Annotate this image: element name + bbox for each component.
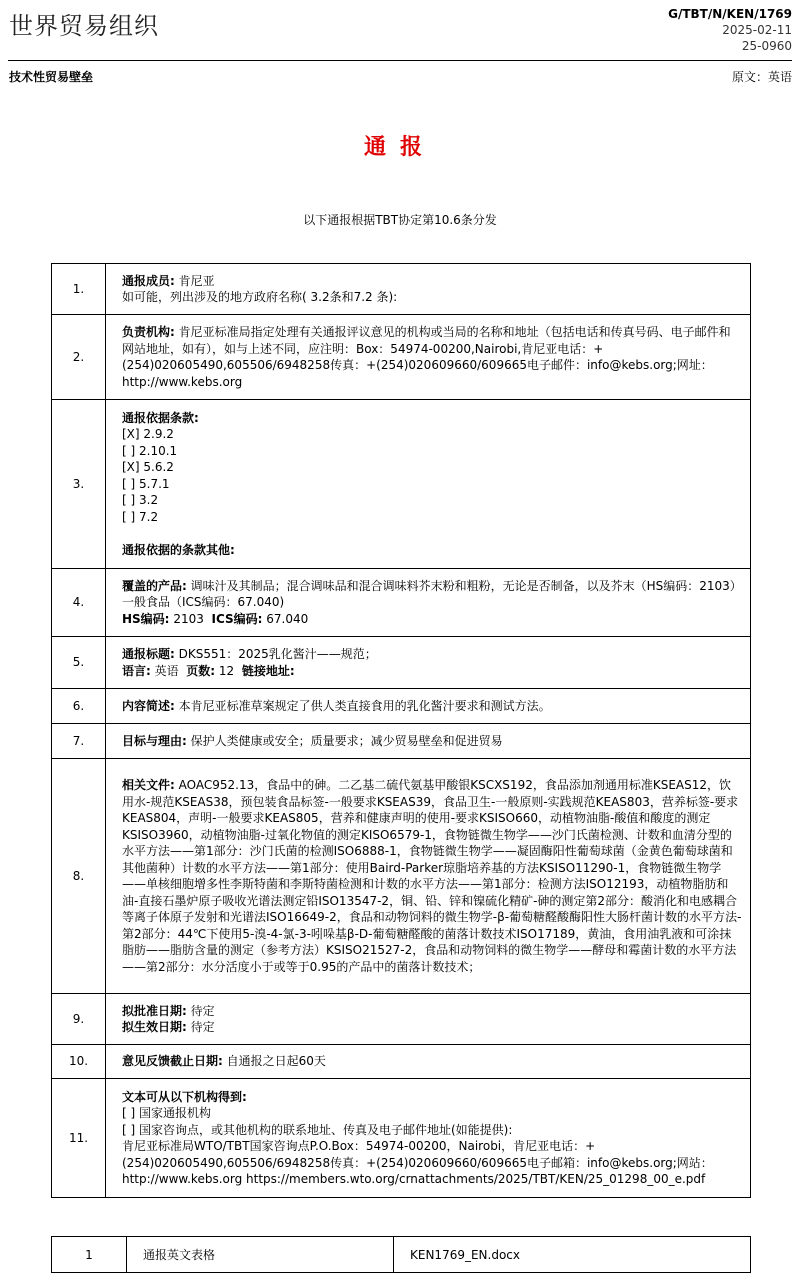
table-row bbox=[52, 637, 751, 689]
article-item: [X] 5.6.2 bbox=[122, 460, 174, 475]
approval-date-label: 拟批准日期: bbox=[122, 1003, 187, 1018]
field-value: 调味汁及其制品；混合调味品和混合调味料芥末粉和粗粉，无论是否制备，以及芥末（HS编码：2103）一般食品（ICS编码：67.040) bbox=[122, 578, 742, 610]
pages-value: 12 bbox=[215, 663, 235, 678]
document-reference bbox=[668, 6, 792, 54]
field-label: 内容简述: bbox=[122, 698, 175, 713]
field-label: 负责机构: bbox=[122, 325, 175, 339]
field-label: 意见反馈截止日期: bbox=[122, 1054, 223, 1069]
header-divider bbox=[8, 60, 792, 61]
field-value: 自通报之日起60天 bbox=[222, 1054, 326, 1069]
table-row bbox=[52, 994, 751, 1045]
table-row bbox=[52, 724, 751, 759]
approval-date-value: 待定 bbox=[186, 1003, 215, 1018]
row-content bbox=[106, 569, 751, 637]
row-content bbox=[106, 315, 751, 400]
row-number: 1. bbox=[52, 264, 106, 315]
row-number: 3. bbox=[52, 400, 106, 569]
row-content bbox=[106, 689, 751, 724]
source-option: [ ] 国家通报机构 bbox=[122, 1106, 211, 1120]
doc-date: 2025-02-11 bbox=[722, 23, 792, 37]
article-item: [ ] 5.7.1 bbox=[122, 476, 170, 491]
article-item: [ ] 3.2 bbox=[122, 493, 159, 508]
table-row bbox=[52, 315, 751, 400]
table-row bbox=[52, 1079, 751, 1198]
notification-table bbox=[51, 263, 751, 1198]
pages-label: 页数: bbox=[186, 663, 216, 678]
source-option: [ ] 国家咨询点，或其他机构的联系地址、传真及电子邮件地址(如能提供): bbox=[122, 1122, 513, 1137]
row-number: 4. bbox=[52, 569, 106, 637]
attachment-number: 1 bbox=[52, 1237, 127, 1273]
field-label: 通报标题: bbox=[122, 647, 175, 661]
field-label: 文本可从以下机构得到: bbox=[122, 1089, 247, 1104]
row-number: 8. bbox=[52, 759, 106, 994]
committee-name: 技术性贸易壁垒 bbox=[9, 70, 94, 84]
row-content bbox=[106, 637, 751, 689]
table-row bbox=[52, 400, 751, 569]
row-content bbox=[106, 1079, 751, 1198]
table-row bbox=[52, 1045, 751, 1079]
row-content bbox=[106, 724, 751, 759]
field-label: 通报依据条款: bbox=[122, 410, 199, 425]
row-content bbox=[106, 1045, 751, 1079]
row-number: 7. bbox=[52, 724, 106, 759]
original-language: 原文：英语 bbox=[731, 70, 792, 84]
article-item: [ ] 7.2 bbox=[122, 509, 159, 524]
ics-label: ICS编码: bbox=[211, 611, 263, 626]
table-row bbox=[52, 1237, 751, 1273]
row-number: 9. bbox=[52, 994, 106, 1045]
field-label: 通报依据的条款其他: bbox=[122, 542, 235, 557]
field-label: 通报成员: bbox=[122, 273, 175, 288]
distribution-note: 以下通报根据TBT协定第10.6条分发 bbox=[303, 213, 497, 227]
hs-value: 2103 bbox=[169, 611, 204, 626]
row-content bbox=[106, 759, 751, 994]
row-number: 2. bbox=[52, 315, 106, 400]
row-number: 11. bbox=[52, 1079, 106, 1198]
row-number: 6. bbox=[52, 689, 106, 724]
field-note: 如可能，列出涉及的地方政府名称( 3.2条和7.2 条): bbox=[122, 290, 398, 304]
row-content bbox=[106, 400, 751, 569]
attachment-file-link[interactable]: KEN1769_EN.docx bbox=[394, 1237, 751, 1273]
table-row bbox=[52, 569, 751, 637]
link-label: 链接地址: bbox=[241, 663, 295, 678]
effective-date-value: 待定 bbox=[186, 1020, 215, 1034]
page-title: 通报 bbox=[363, 135, 436, 160]
row-number: 5. bbox=[52, 637, 106, 689]
attachment-description: 通报英文表格 bbox=[127, 1237, 394, 1273]
wto-org-name: 世界贸易组织 bbox=[9, 12, 159, 40]
field-label: 目标与理由: bbox=[122, 733, 187, 748]
table-row bbox=[52, 689, 751, 724]
table-row bbox=[52, 759, 751, 994]
table-row bbox=[52, 264, 751, 315]
language-value: 英语 bbox=[150, 663, 179, 678]
language-label: 语言: bbox=[122, 663, 151, 678]
field-value: AOAC952.13，食品中的砷。二乙基二硫代氨基甲酸银KSCXS192，食品添加剂通用标准KSEAS12，饮用水-规范KSEAS38，预包装食品标签-一般要求KSEAS39，食品卫生-一般原则-实践规范KEAS803，营养标签-要求KEAS804，声明-一般要求KEAS805，营养和健康声明的使用-要求KSISO660，动植物油脂-酸值和酸度的测定KSISO3960，动植物油脂-过氧化物值的测定KISO6579-1，食物链微生物学——沙门氏菌检测、计数和血清分型的水平方法——第1部分：沙门氏菌的检测ISO6888-1，食物链微生物学——凝固酶阳性葡萄球菌（金黄色葡萄球菌和其他菌种）计数的水平方法——第1部分：使用Baird-Parker琼脂培养基的方法KSISO11290-1，食物链微生物学——单核细胞增多性李斯特菌和李斯特菌检测和计数的水平方法——第1部分：检测方法ISO12193，动植物脂肪和油-直接石墨炉原子吸收光谱法测定铅ISO13547-2，铜、铅、锌和镍硫化精矿-砷的测定第2部分：酸消化和电感耦合等离子体原子发射和光谱法ISO16649-2，食品和动物饲料的微生物学-β-葡萄糖醛酸酶阳性大肠杆菌计数的水平方法-第2部分：44℃下使用5-溴-4-氯-3-吲哚基β-D-葡萄糖醛酸的菌落计数技术ISO17189，黄油，食用油乳液和可涂抹脂肪——脂肪含量的测定（参考方法）KSISO21527-2，食品和动物饲料的微生物学——酵母和霉菌计数的水平方法——第2部分：水分活度小于或等于0.95的产品中的菌落计数技术； bbox=[122, 778, 742, 974]
effective-date-label: 拟生效日期: bbox=[122, 1020, 187, 1034]
row-number: 10. bbox=[52, 1045, 106, 1079]
field-value: 肯尼亚标准局指定处理有关通报评议意见的机构或当局的名称和地址（包括电话和传真号码、电子邮件和网站地址，如有），如与上述不同，应注明：Box：54974-00200,Nairobi,肯尼亚电话：+(254)020605490,605506/6948258传真：+(254)020609660/609665电子邮件：info@kebs.org;网址：http://www.kebs.org bbox=[122, 325, 731, 389]
source-contact: 肯尼亚标准局WTO/TBT国家咨询点P.O.Box：54974-00200，Nairobi，肯尼亚电话：+(254)020605490,605506/6948258传真：+(254)020609660/609665电子邮箱：info@kebs.org;网站：http://www.kebs.org https://members.wto.org/crnattachments/2025/TBT/KEN/25_01298_00_e.pdf bbox=[122, 1139, 713, 1186]
field-value: DKS551：2025乳化酱汁——规范； bbox=[174, 647, 377, 661]
hs-label: HS编码: bbox=[122, 611, 170, 626]
row-content bbox=[106, 994, 751, 1045]
field-value: 本肯尼亚标准草案规定了供人类直接食用的乳化酱汁要求和测试方法。 bbox=[174, 698, 551, 713]
article-item: [ ] 2.10.1 bbox=[122, 443, 178, 458]
row-content bbox=[106, 264, 751, 315]
doc-symbol: G/TBT/N/KEN/1769 bbox=[668, 7, 792, 21]
field-value: 肯尼亚 bbox=[174, 273, 215, 288]
field-value: 保护人类健康或安全；质量要求；减少贸易壁垒和促进贸易 bbox=[186, 733, 503, 748]
ics-value: 67.040 bbox=[262, 611, 309, 626]
doc-serial: 25-0960 bbox=[741, 39, 792, 53]
field-label: 相关文件: bbox=[122, 778, 175, 792]
attachments-table bbox=[51, 1236, 751, 1273]
field-label: 覆盖的产品: bbox=[122, 578, 187, 593]
article-item: [X] 2.9.2 bbox=[122, 427, 174, 442]
